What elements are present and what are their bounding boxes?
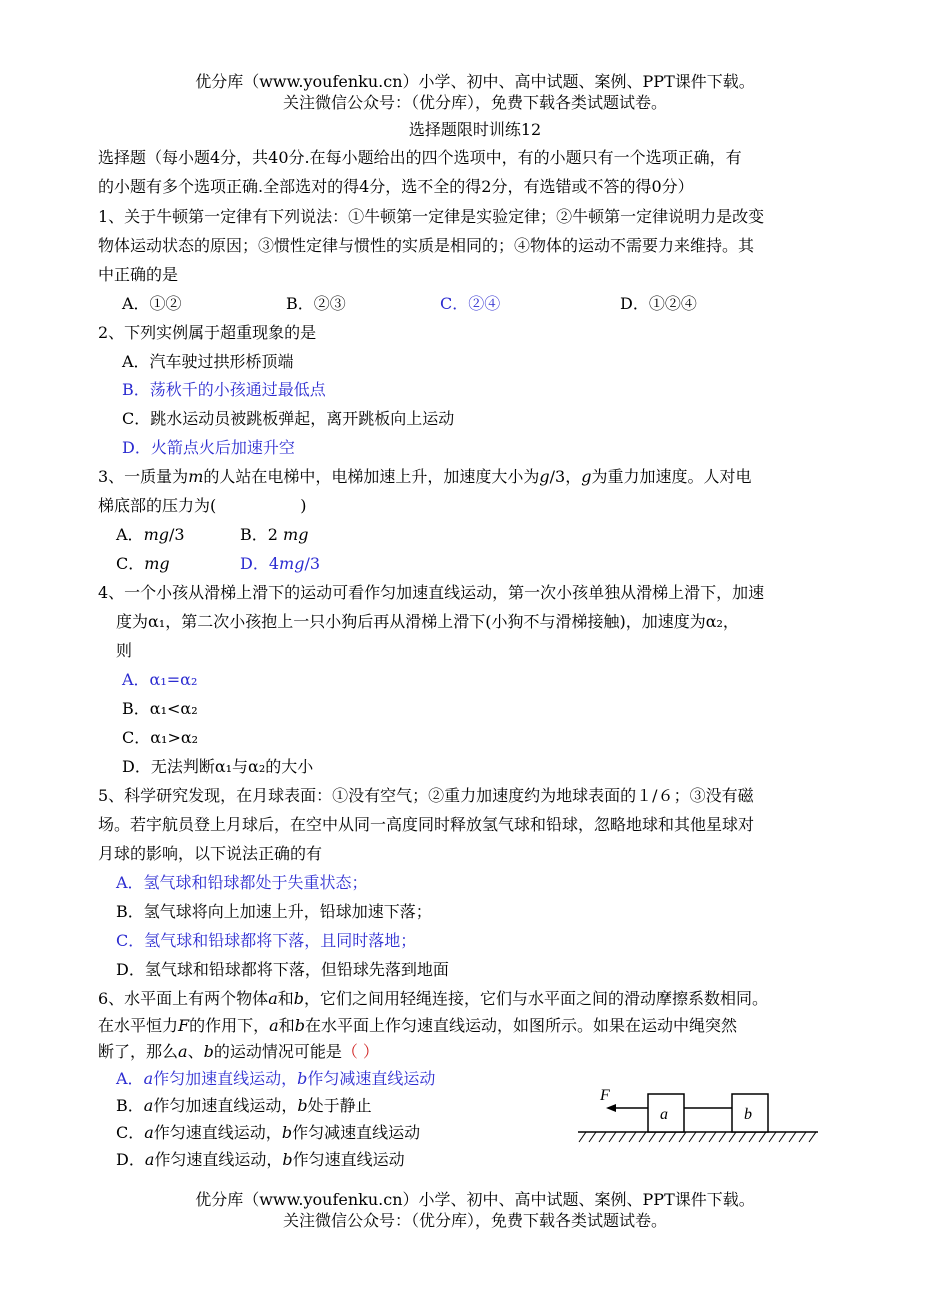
q2-option-b: B．荡秋千的小孩通过最低点	[122, 380, 326, 399]
q6-figure	[576, 1084, 822, 1150]
q3-option-d: D．4mg/3	[240, 554, 321, 573]
block-b-label: b	[744, 1106, 752, 1123]
q4-option-a: A．α₁=α₂	[122, 670, 198, 689]
q3-stem-line-1: 3、一质量为m的人站在电梯中，电梯加速上升，加速度大小为g/3，g为重力加速度。人对电	[98, 467, 752, 486]
q3-option-b: B．2 mg	[240, 525, 309, 544]
q4-option-b: B．α₁<α₂	[122, 699, 198, 718]
q6-stem-line-1: 6、水平面上有两个物体a和b，它们之间用轻绳连接，它们与水平面之间的滑动摩擦系数相同。	[98, 989, 769, 1008]
q4-stem-line-3: 则	[116, 641, 133, 660]
q3-stem-line-2: 梯底部的压力为( )	[98, 496, 307, 515]
q2-option-d: D．火箭点火后加速升空	[122, 438, 295, 457]
q4-stem-line-2: 度为α₁，第二次小孩抱上一只小狗后再从滑梯上滑下(小狗不与滑梯接触)，加速度为α₂，	[116, 612, 739, 631]
q3-option-a: A．mg/3	[116, 525, 185, 544]
q6-option-d: D．a作匀速直线运动，b作匀速直线运动	[116, 1150, 405, 1169]
header-line-2: 关注微信公众号：（优分库），免费下载各类试题试卷。	[282, 93, 667, 112]
q4-option-c: C．α₁>α₂	[122, 728, 199, 747]
q5-stem-line-1: 5、科学研究发现，在月球表面：①没有空气；②重力加速度约为地球表面的１/６；③没有磁	[98, 786, 754, 805]
q1-option-d: D．①②④	[620, 294, 697, 313]
q1-option-a: A．①②	[122, 294, 182, 313]
q4-stem-line-1: 4、一个小孩从滑梯上滑下的运动可看作匀加速直线运动，第一次小孩单独从滑梯上滑下，加速	[98, 583, 765, 602]
q2-option-c: C．跳水运动员被跳板弹起，离开跳板向上运动	[122, 409, 455, 428]
q4-option-d: D．无法判断α₁与α₂的大小	[122, 757, 314, 776]
q1-stem-line-2: 物体运动状态的原因；③惯性定律与惯性的实质是相同的；④物体的运动不需要力来维持。其	[98, 236, 755, 255]
q1-option-b: B．②③	[286, 294, 346, 313]
q1-option-c: C．②④	[440, 294, 501, 313]
instructions-line-2: 的小题有多个选项正确.全部选对的得4分，选不全的得2分，有选错或不答的得0分）	[98, 177, 694, 196]
q5-option-d: D．氢气球和铅球都将下落，但铅球先落到地面	[116, 960, 449, 979]
header-line-1: 优分库（www.youfenku.cn）小学、初中、高中试题、案例、PPT课件下载。	[195, 72, 755, 91]
q1-stem-line-3: 中正确的是	[98, 265, 179, 284]
q5-option-c: C．氢气球和铅球都将下落，且同时落地；	[116, 931, 417, 950]
footer-line-1: 优分库（www.youfenku.cn）小学、初中、高中试题、案例、PPT课件下载。	[195, 1190, 755, 1209]
instructions-line-1: 选择题（每小题4分，共40分.在每小题给出的四个选项中，有的小题只有一个选项正确，有	[98, 148, 742, 167]
q5-option-a: A．氢气球和铅球都处于失重状态；	[116, 873, 368, 892]
q6-stem-line-2: 在水平恒力F的作用下，a和b在水平面上作匀速直线运动，如图所示。如果在运动中绳突然	[98, 1016, 737, 1035]
arrow-head-icon	[606, 1104, 616, 1112]
q5-stem-line-2: 场。若宇航员登上月球后，在空中从同一高度同时释放氢气球和铅球，忽略地球和其他星球对	[98, 815, 755, 834]
q6-stem-line-3: 断了，那么a、b的运动情况可能是（ ）	[98, 1042, 379, 1061]
footer-line-2: 关注微信公众号：（优分库），免费下载各类试题试卷。	[282, 1211, 667, 1230]
q6-option-c: C．a作匀速直线运动，b作匀减速直线运动	[116, 1123, 421, 1142]
q3-option-c: C．mg	[116, 554, 170, 573]
q6-option-a: A．a作匀加速直线运动，b作匀减速直线运动	[116, 1069, 436, 1088]
block-a-label: a	[660, 1106, 668, 1123]
force-label: F	[600, 1087, 610, 1104]
q2-stem: 2、下列实例属于超重现象的是	[98, 323, 317, 342]
q5-stem-line-3: 月球的影响，以下说法正确的有	[98, 844, 323, 863]
page-title: 选择题限时训练12	[408, 120, 542, 139]
q5-option-b: B．氢气球将向上加速上升，铅球加速下落；	[116, 902, 432, 921]
ground-hatching	[579, 1132, 816, 1142]
q6-option-b: B．a作匀加速直线运动，b处于静止	[116, 1096, 372, 1115]
q1-stem-line-1: 1、关于牛顿第一定律有下列说法：①牛顿第一定律是实验定律；②牛顿第一定律说明力是改变	[98, 207, 765, 226]
q2-option-a: A．汽车驶过拱形桥顶端	[122, 352, 294, 371]
